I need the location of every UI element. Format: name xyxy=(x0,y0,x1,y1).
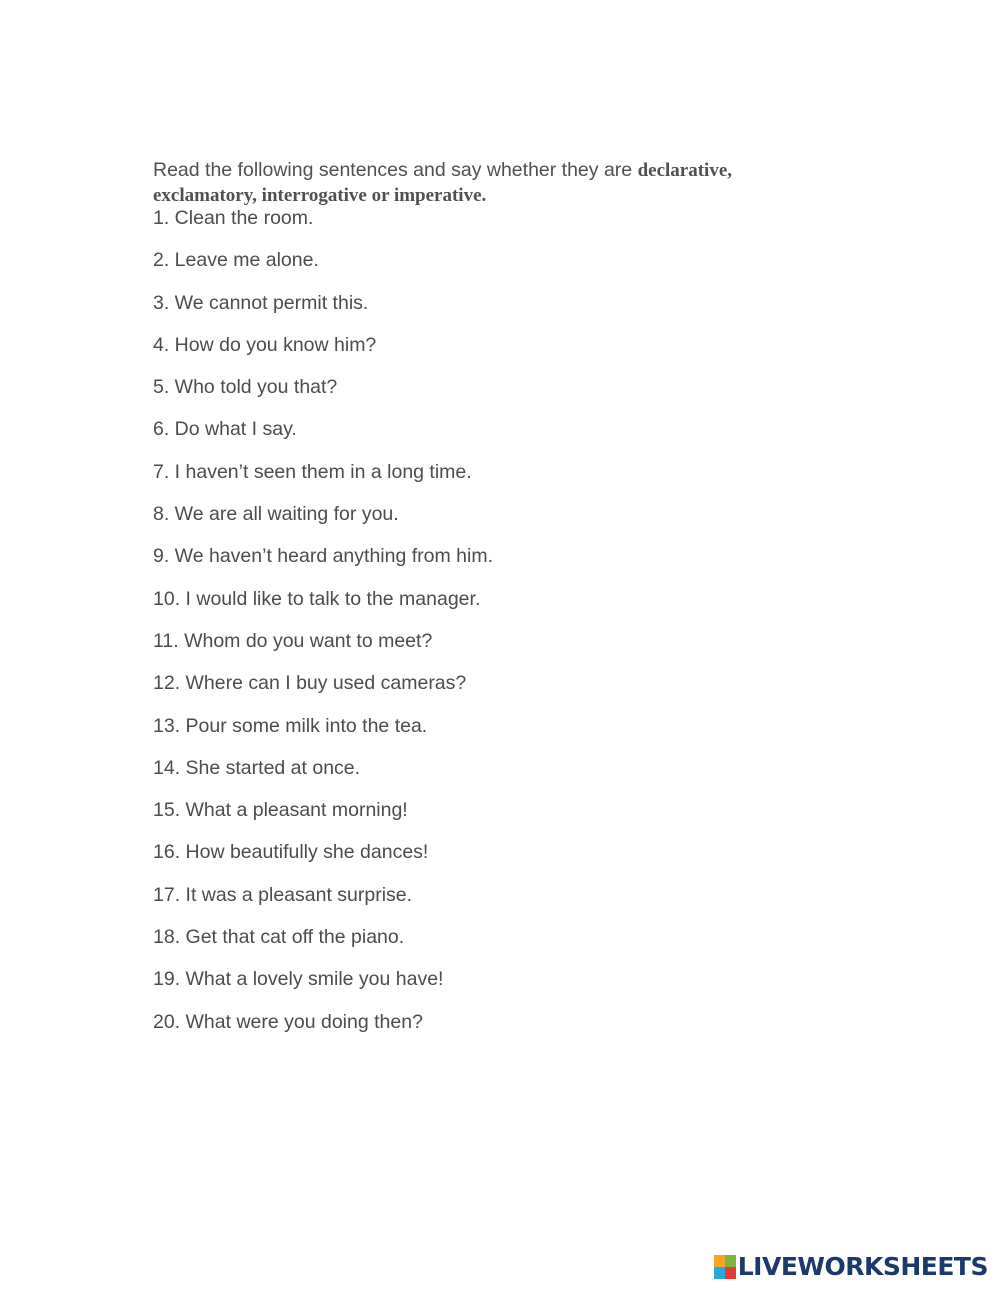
sentence-item: 13. Pour some milk into the tea. xyxy=(153,714,428,737)
sentence-item: 11. Whom do you want to meet? xyxy=(153,629,433,652)
sentence-item: 18. Get that cat off the piano. xyxy=(153,926,405,949)
sentence-item: 15. What a pleasant morning! xyxy=(153,799,408,822)
sentence-item: 12. Where can I buy used cameras? xyxy=(153,672,467,695)
sentence-item: 6. Do what I say. xyxy=(153,418,297,441)
sentence-item: 9. We haven’t heard anything from him. xyxy=(153,545,493,568)
liveworksheets-logo-text: LIVEWORKSHEETS xyxy=(737,1252,988,1281)
sentence-item: 5. Who told you that? xyxy=(153,376,338,399)
sentence-item: 16. How beautifully she dances! xyxy=(153,841,429,864)
sentence-item: 2. Leave me alone. xyxy=(153,249,319,272)
sentence-item: 4. How do you know him? xyxy=(153,333,377,356)
sentence-item: 20. What were you doing then? xyxy=(153,1010,423,1033)
sentence-item: 10. I would like to talk to the manager. xyxy=(153,587,481,610)
sentence-item: 19. What a lovely smile you have! xyxy=(153,968,444,991)
instructions xyxy=(153,158,833,208)
sentence-item: 7. I haven’t seen them in a long time. xyxy=(153,460,472,483)
sentence-list xyxy=(153,206,493,1052)
sentence-item: 1. Clean the room. xyxy=(153,207,314,229)
sentence-item: 14. She started at once. xyxy=(153,756,361,779)
liveworksheets-logo xyxy=(714,1252,988,1282)
liveworksheets-logo-icon xyxy=(714,1255,736,1279)
sentence-item: 17. It was a pleasant surprise. xyxy=(153,883,413,906)
sentence-item: 8. We are all waiting for you. xyxy=(153,503,399,526)
instructions-sentence-types: declarative, exclamatory, interrogative or imperative. xyxy=(153,160,732,206)
instructions-text: Read the following sentences and say whether they are xyxy=(153,159,638,181)
sentence-item: 3. We cannot permit this. xyxy=(153,291,369,314)
